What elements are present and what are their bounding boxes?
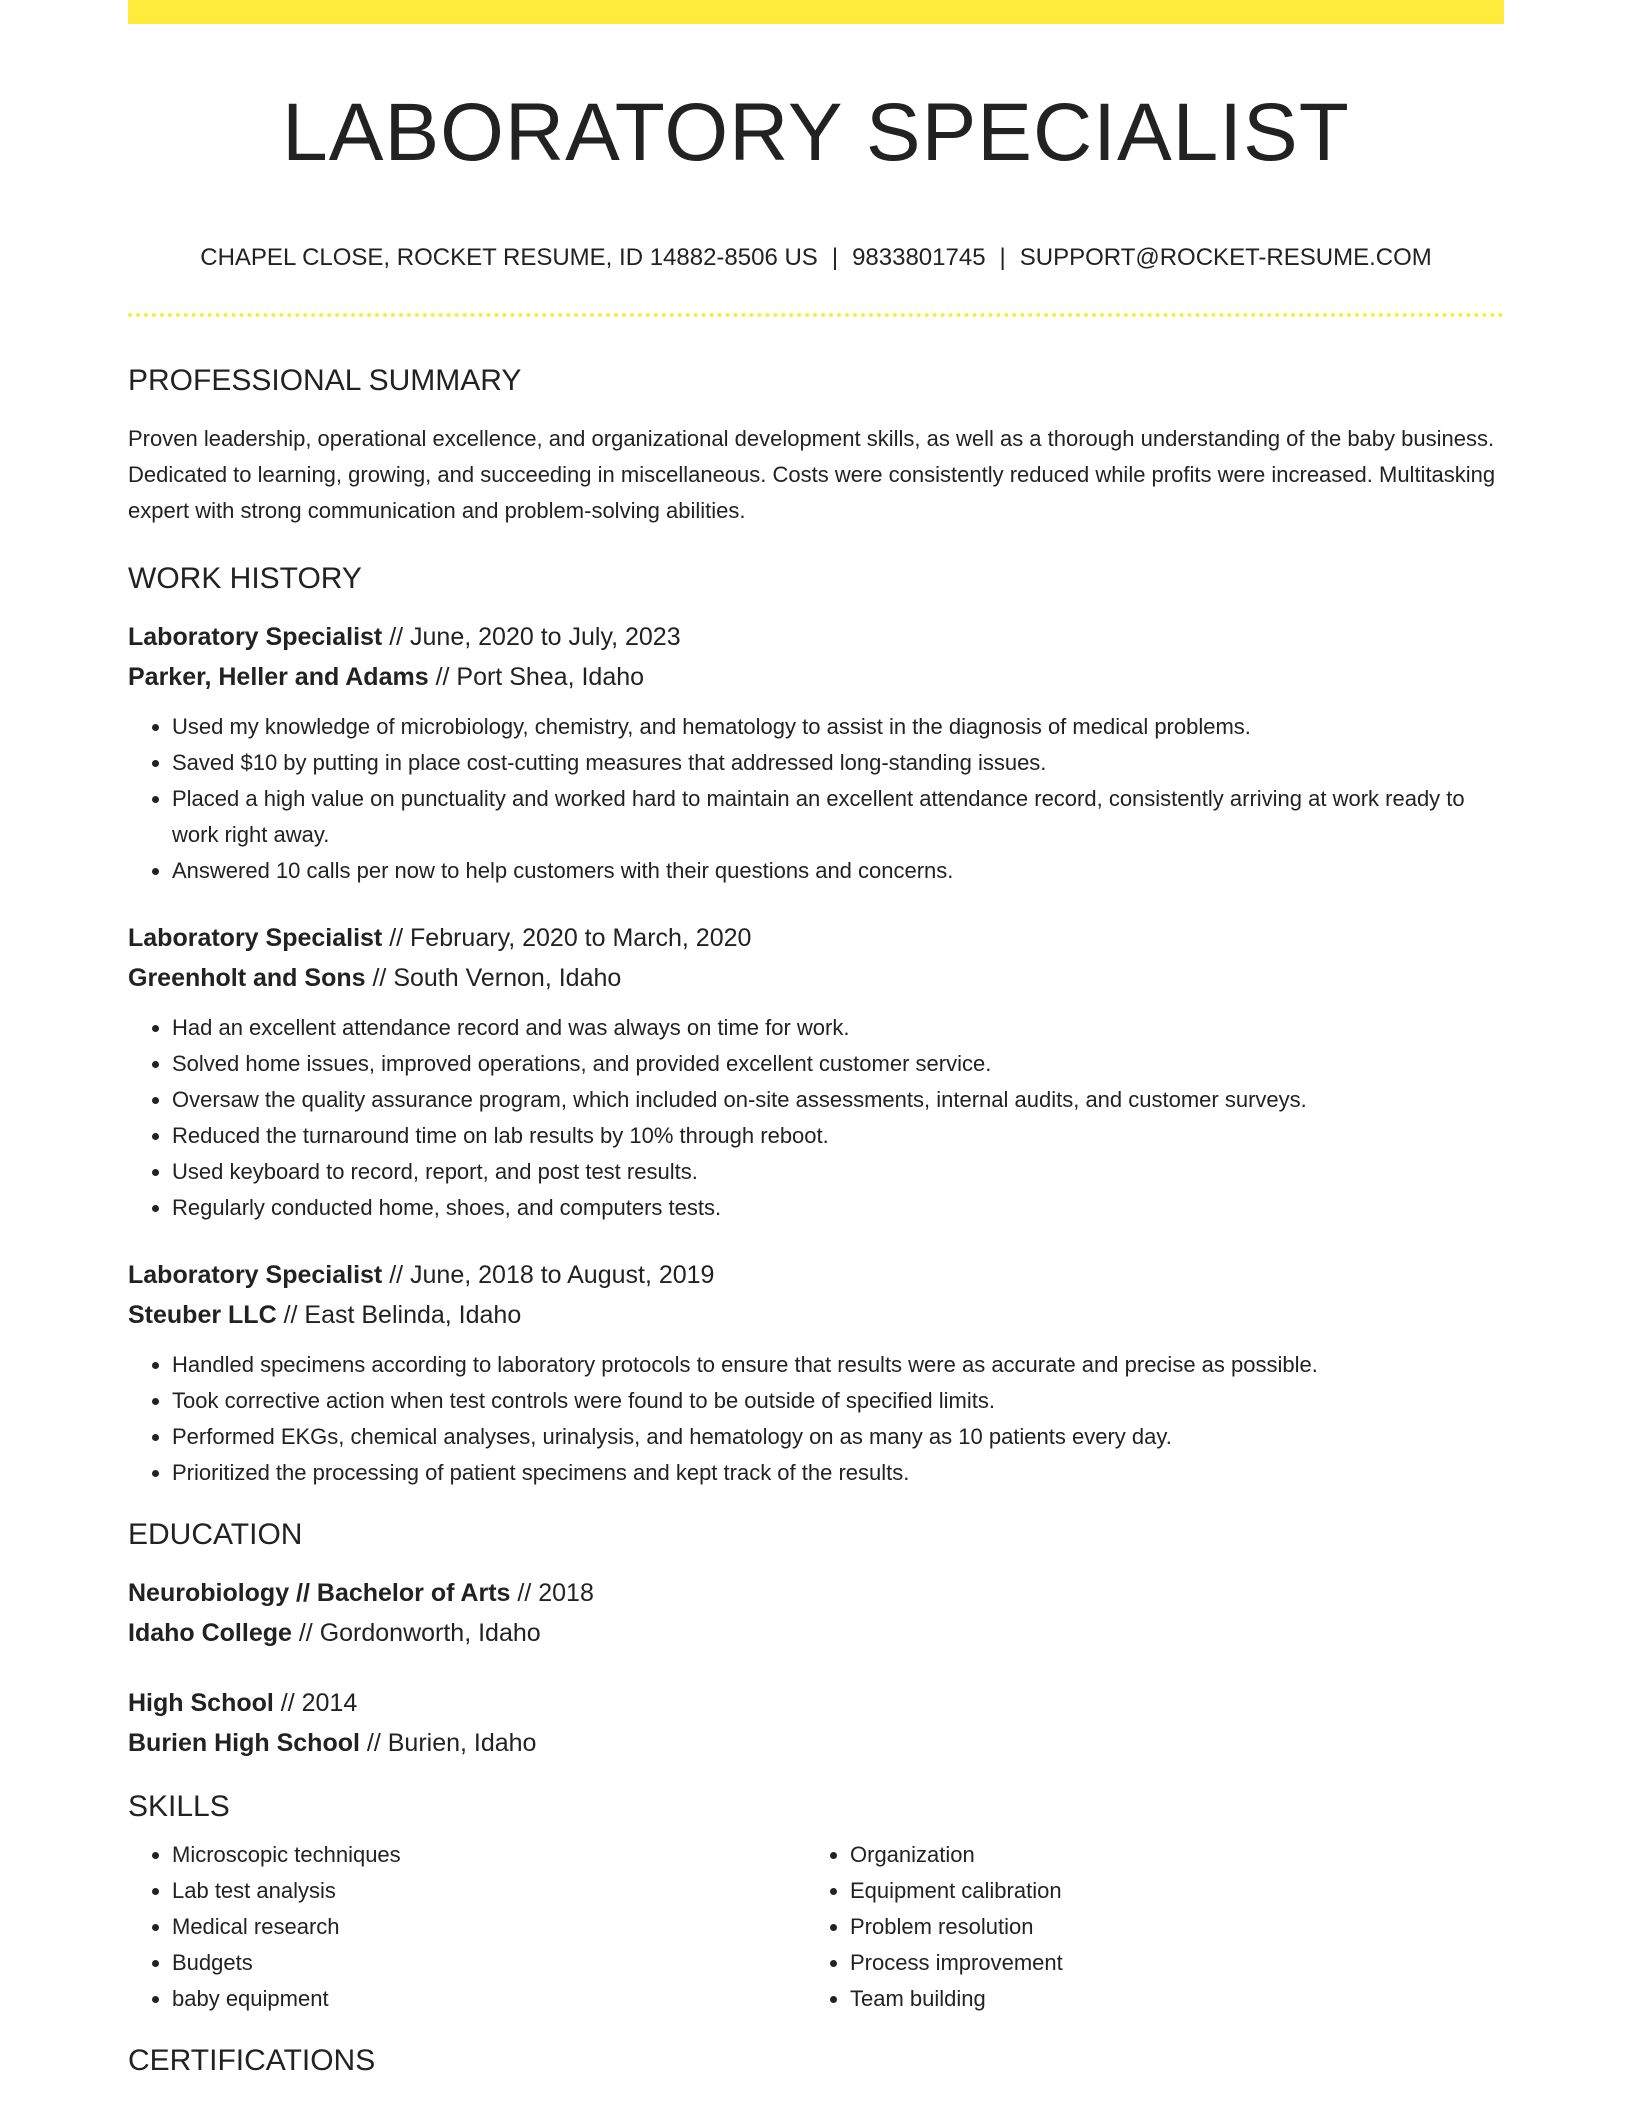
job-company-line	[128, 958, 1504, 998]
education-degree-line	[128, 1683, 1504, 1723]
skill-item: • Equipment calibration	[850, 1873, 1484, 1909]
skills-list-right	[806, 1837, 1484, 2017]
job-role: Laboratory Specialist	[128, 924, 383, 953]
job-company: Steuber LLC	[128, 1301, 277, 1330]
contact-separator: |	[999, 244, 1006, 272]
job-bullet: • Regularly conducted home, shoes, and computers tests.	[172, 1190, 1504, 1226]
skill-item: • Budgets	[172, 1945, 806, 1981]
education-school: Burien High School	[128, 1729, 360, 1758]
skill-item: • Medical research	[172, 1909, 806, 1945]
top-accent-bar	[128, 0, 1504, 24]
skills-grid	[128, 1837, 1504, 2017]
skill-item: • Team building	[850, 1981, 1484, 2017]
job-role: Laboratory Specialist	[128, 1261, 383, 1290]
certifications-heading: CERTIFICATIONS	[128, 2044, 376, 2078]
resume-name: LABORATORY SPECIALIST	[282, 87, 1350, 178]
job-location: // East Belinda, Idaho	[276, 1301, 522, 1330]
dotted-divider	[128, 313, 1504, 317]
job-dates: // June, 2018 to August, 2019	[382, 1261, 715, 1290]
job-bullet: • Used keyboard to record, report, and post test results.	[172, 1154, 1504, 1190]
job-bullet: • Performed EKGs, chemical analyses, urinalysis, and hematology on as many as 10 patients every day.	[172, 1419, 1504, 1455]
job-company: Parker, Heller and Adams	[128, 663, 429, 692]
education-degree-line	[128, 1573, 1504, 1613]
contact-email: SUPPORT@ROCKET-RESUME.COM	[1019, 244, 1432, 272]
summary-text: Proven leadership, operational excellence, and organizational development skills, as well as a thorough understanding of the baby business. Dedicated to learning, growing, and succeeding in miscellaneous. Costs were consistently reduced while profits were increased. Multitasking expert with strong communication and problem-solving abilities.	[128, 426, 1496, 524]
education-heading: EDUCATION	[128, 1518, 303, 1552]
job-bullet: • Solved home issues, improved operations, and provided excellent customer service.	[172, 1046, 1504, 1082]
job-bullet: • Used my knowledge of microbiology, chemistry, and hematology to assist in the diagnosis of medical problems.	[172, 709, 1504, 745]
job-role: Laboratory Specialist	[128, 623, 383, 652]
job-company-line	[128, 1295, 1504, 1335]
education-degree: Neurobiology // Bachelor of Arts	[128, 1579, 511, 1608]
education-school: Idaho College	[128, 1619, 292, 1648]
contact-address: CHAPEL CLOSE, ROCKET RESUME, ID 14882-8506 US	[200, 244, 818, 272]
contact-separator: |	[831, 244, 839, 272]
education-entry	[128, 1573, 1504, 1653]
job-dates: // June, 2020 to July, 2023	[382, 623, 681, 652]
skill-item: • Process improvement	[850, 1945, 1484, 1981]
skill-item: • Lab test analysis	[172, 1873, 806, 1909]
summary-heading: PROFESSIONAL SUMMARY	[128, 364, 522, 398]
job-company: Greenholt and Sons	[128, 964, 366, 993]
education-school-line	[128, 1723, 1504, 1763]
skill-item: • Organization	[850, 1837, 1484, 1873]
education-year: // 2018	[510, 1579, 594, 1608]
job-bullet-list	[128, 1347, 1504, 1491]
job-bullet-list	[128, 709, 1504, 889]
job-bullet: • Placed a high value on punctuality and worked hard to maintain an excellent attendance record, consistently arriving at work ready to work right away.	[172, 781, 1504, 853]
job-bullet: • Handled specimens according to laboratory protocols to ensure that results were as accurate and precise as possible.	[172, 1347, 1504, 1383]
job-dates: // February, 2020 to March, 2020	[382, 924, 752, 953]
job-location: // South Vernon, Idaho	[365, 964, 622, 993]
contact-phone: 9833801745	[852, 244, 986, 272]
resume-page	[128, 0, 1504, 2079]
job-bullet: • Prioritized the processing of patient specimens and kept track of the results.	[172, 1455, 1504, 1491]
job-title-line	[128, 918, 1504, 958]
skill-item: • baby equipment	[172, 1981, 806, 2017]
job-bullet-list	[128, 1010, 1504, 1226]
skill-item: • Problem resolution	[850, 1909, 1484, 1945]
skill-item: • Microscopic techniques	[172, 1837, 806, 1873]
job-bullet: • Reduced the turnaround time on lab results by 10% through reboot.	[172, 1118, 1504, 1154]
education-school-line	[128, 1613, 1504, 1653]
job-entry	[128, 1255, 1504, 1491]
education-year: // 2014	[273, 1689, 358, 1718]
skills-heading: SKILLS	[128, 1790, 230, 1824]
education-entry	[128, 1683, 1504, 1763]
education-location: // Gordonworth, Idaho	[291, 1619, 541, 1648]
job-title-line	[128, 1255, 1504, 1295]
job-bullet: • Saved $10 by putting in place cost-cutting measures that addressed long-standing issues.	[172, 745, 1504, 781]
contact-line	[128, 244, 1504, 273]
education-degree: High School	[128, 1689, 274, 1718]
skills-list-left	[128, 1837, 806, 2017]
job-location: // Port Shea, Idaho	[428, 663, 645, 692]
job-entry	[128, 918, 1504, 1226]
work-history-heading: WORK HISTORY	[128, 562, 362, 596]
job-title-line	[128, 617, 1504, 657]
job-company-line	[128, 657, 1504, 697]
job-entry	[128, 617, 1504, 889]
job-bullet: • Had an excellent attendance record and was always on time for work.	[172, 1010, 1504, 1046]
education-location: // Burien, Idaho	[359, 1729, 537, 1758]
job-bullet: • Answered 10 calls per now to help customers with their questions and concerns.	[172, 853, 1504, 889]
job-bullet: • Took corrective action when test controls were found to be outside of specified limits.	[172, 1383, 1504, 1419]
job-bullet: • Oversaw the quality assurance program, which included on-site assessments, internal audits, and customer surveys.	[172, 1082, 1504, 1118]
